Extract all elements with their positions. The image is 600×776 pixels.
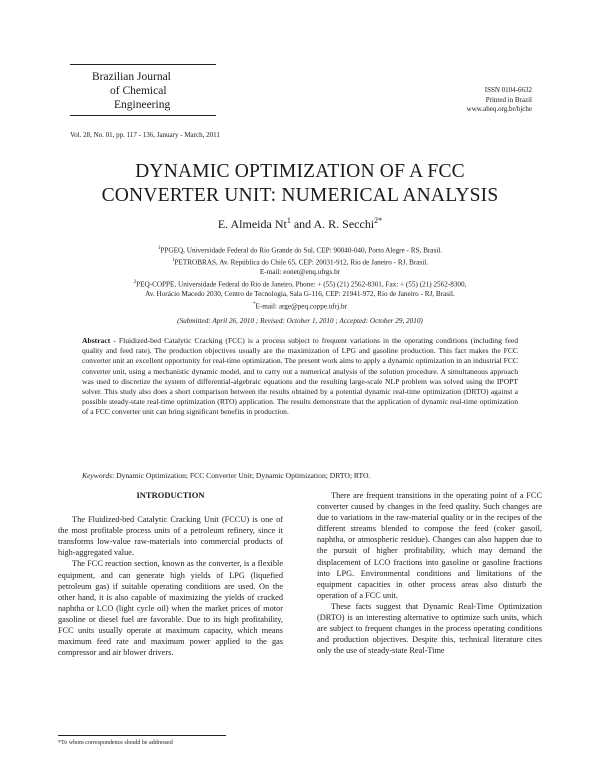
affiliation-1b [60,256,540,268]
journal-line-2: of Chemical [110,85,167,97]
intro-paragraph-1: The Fluidized-bed Catalytic Cracking Unit (FCCU) is one of the most profitable process units of a petroleum refinery, since it transforms low-value raw-materials into commercial products of high-aggregated value. [58,515,283,558]
journal-line-1: Brazilian Journal [92,71,171,83]
title-line-2: CONVERTER UNIT: NUMERICAL ANALYSIS [101,185,499,206]
affiliation-1-email: E-mail: eonet@enq.ufrgs.br [259,268,341,277]
submission-dates: (Submitted: April 26, 2010 ; Revised: October 1, 2010 ; Accepted: October 29, 2010) [177,317,423,325]
left-column [58,490,283,658]
printed-in: Printed in Brazil [485,95,532,104]
volume-line: Vol. 28, No. 01, pp. 117 - 136, January - March, 2011 [70,131,220,139]
footnote-rule [58,735,226,736]
author-2: A. R. Secchi [313,217,375,231]
affiliation-1 [60,244,540,256]
journal-url: www.abeq.org.br/bjche [466,105,532,113]
affiliation-2b: Av. Horácio Macedo 2030, Centro de Tecnologia, Sala G-116, CEP: 21941-972, Rio de Janeiro - RJ, Brasil. [145,290,455,299]
intro-paragraph-3: There are frequent transitions in the operating point of a FCC converter caused by changes in the feed quality. Such changes are due to variations in the raw-material quality or in the recipes of the different streams blended to compose the feed (coker gasoil, naphtha, or atmospheric residue). Changes can also happen due to the pursuit of higher profitability, which may demand the displacement of LCO fractions into gasoline or gasoline fractions into LPG. Environmental conditions and limitations of the equipment capacities in other process areas also disturb the operation of a FCC unit. [317,491,542,600]
affiliation-2-text: PEQ-COPPE, Universidade Federal do Rio de Janeiro, Phone: + (55) (21) 2562-8301, Fax: + (55) (21) 2562-8300, [136,280,467,289]
author-line [60,216,540,232]
issn-number: ISSN 0104-6632 [484,86,532,94]
issn-block [372,86,532,115]
paper-title [60,160,540,208]
title-line-1: DYNAMIC OPTIMIZATION OF A FCC [135,161,465,182]
abstract [82,336,518,418]
author-2-sup: 2* [374,216,383,225]
journal-name [70,70,220,112]
journal-top-rule [70,64,216,65]
affiliation-1-text: PPGEQ, Universidade Federal do Rio Grande do Sul, CEP: 90040-040, Porto Alegre - RS, Brasil. [160,246,443,255]
affiliation-1b-text: PETROBRAS, Av. República do Chile 65, CEP: 20031-912, Rio de Janeiro - RJ, Brasil. [174,258,429,267]
keywords [82,471,518,481]
footnote: *To whom correspondence should be addressed [58,740,173,746]
affiliation-2-email [60,300,540,312]
author-1-sup: 1 [286,216,291,225]
right-column [317,490,542,656]
intro-paragraph-4: These facts suggest that Dynamic Real-Time Optimization (DRTO) is an interesting alternative to optimize such units, which are subject to frequent changes in the process operating conditions and production objectives. Despite this, technical literature cites only the use of steady-state Real-Time [317,601,542,656]
abstract-text: - Fluidized-bed Catalytic Cracking (FCC) is a process subject to frequent variations in the operating conditions (including feed quality and feed rate). The production objectives usually are the maximization of LPG and gasoline production. This fact makes the FCC converter unit an excellent opportunity for real-time optimization. The present work aims to apply a dynamic optimization in an industrial FCC converter unit, using a mechanistic dynamic model, and to carry out a numerical analysis of the solution procedure. A simultaneous approach was used to discretize the system of differential-algebraic equations and the resulting large-scale NLP problem was solved using the IPOPT solver. This study also does a short comparison between the results obtained by a potential dynamic real-time optimization (DRTO) against a possible steady-state real-time optimization (RTO) application. The results demonstrate that the application of dynamic real-time optimization of a FCC converter unit can bring significant benefits in production. [82,336,518,417]
keywords-text: : Dynamic Optimization; FCC Converter Unit; Dynamic Optimization; DRTO; RTO. [112,471,371,480]
affiliation-2-sup: 2 [133,280,137,286]
affiliation-2 [60,278,540,290]
affiliations [60,244,540,312]
affiliation-1b-sup: 1 [171,258,175,264]
intro-paragraph-2: The FCC reaction section, known as the converter, is a flexible equipment, and can generate high yields of LPG (liquefied petroleum gas) if suitable operating conditions are used. On the other hand, it is also capable of maximizing the yields of cracked naphtha or LCO (light cycle oil) when the market prices of motor gasoline or diesel fuel are favorable. Due to its high profitability, FCC units usually operate at maximum capacity, which means maximum feed rate and maximum power applied to the gas compressor and air blower drivers. [58,559,283,658]
affiliation-1-sup: 1 [157,246,161,251]
journal-line-3: Engineering [114,99,171,111]
author-1: E. Almeida Nt [217,217,287,231]
affiliation-2-email-sup: * [252,302,256,308]
journal-bottom-rule [70,115,216,116]
author-and: and [290,217,314,231]
abstract-label: Abstract [82,336,111,345]
affiliation-2-email-text: E-mail: arge@peq.coppe.ufrj.br [255,302,347,311]
introduction-heading: INTRODUCTION [136,490,205,500]
keywords-label: Keywords [82,471,113,480]
